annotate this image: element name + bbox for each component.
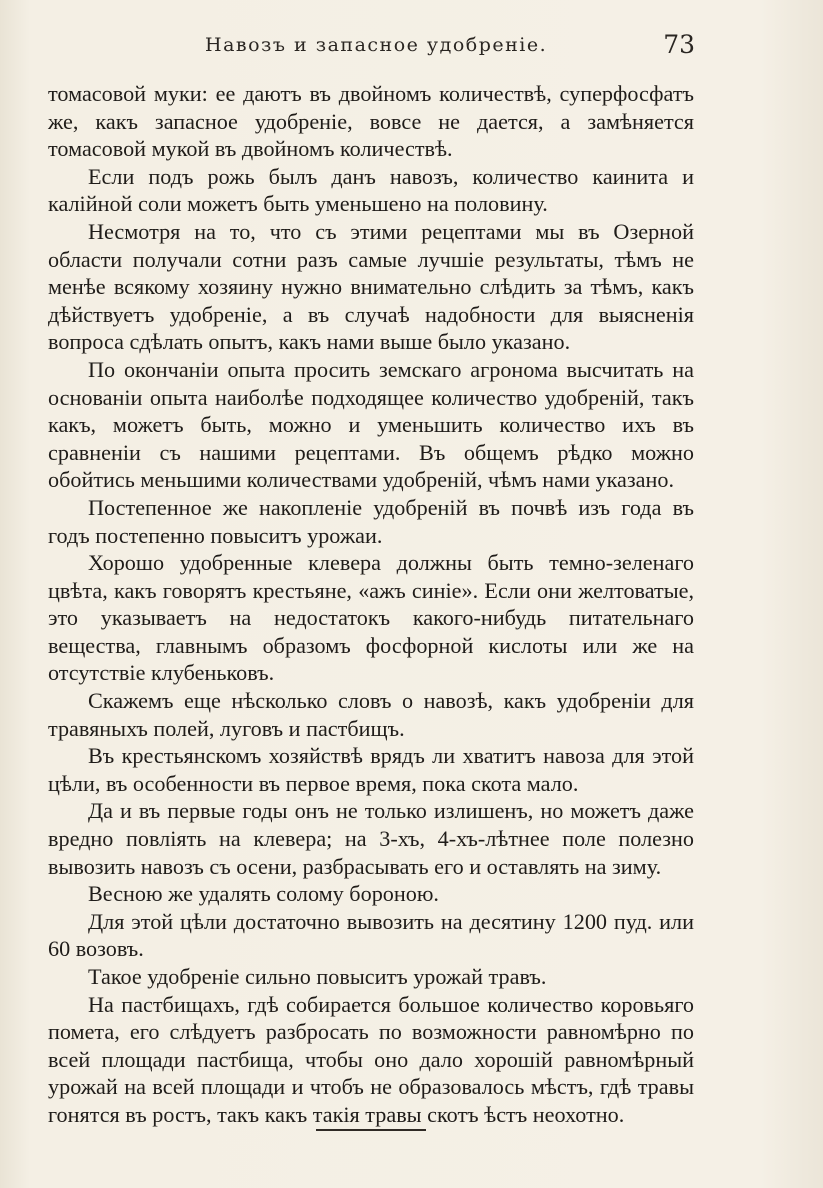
end-rule [316,1129,426,1131]
body-text [48,80,694,1129]
page-number: 73 [663,30,695,59]
paragraph-1: томасовой муки: ее даютъ въ двойномъ количествѣ, суперфосфатъ же, какъ запасное удобреніе, вовсе не дается, а замѣняется томасовой мукой въ двойномъ количествѣ. [48,81,694,162]
paragraph-11: Для этой цѣли достаточно вывозить на десятину 1200 пуд. или 60 возовъ. [48,908,694,962]
paragraph-12: Такое удобреніе сильно повыситъ урожай травъ. [88,964,547,989]
paragraph-4: По окончаніи опыта просить земскаго агронома высчитать на основаніи опыта наиболѣе подходящее количество удобреній, такъ какъ, можетъ быть, можно и уменьшить количество ихъ въ сравненіи съ нашими рецептами. Въ общемъ рѣдко можно обойтись меньшими количествами удобреній, чѣмъ нами указано. [48,356,694,493]
paragraph-2: Если подъ рожь былъ данъ навозъ, количество каинита и калійной соли можетъ быть уменьшено на половину. [48,163,694,217]
running-title: Навозъ и запасное удобреніе. [205,34,548,56]
paragraph-5: Постепенное же накопленіе удобреній въ почвѣ изъ года въ годъ постепенно повыситъ урожаи. [48,494,694,548]
paragraph-8: Въ крестьянскомъ хозяйствѣ врядъ ли хватитъ навоза для этой цѣли, въ особенности въ первое время, пока скота мало. [48,743,694,796]
paragraph-6: Хорошо удобренные клевера должны быть темно-зеленаго цвѣта, какъ говорятъ крестьяне, «ажъ синіе». Если они желтоватые, это указываетъ на недостатокъ какого-нибудь питательнаго вещества, главнымъ образомъ фосфорной кислоты или же на отсутствіе клубеньковъ. [48,550,694,686]
paragraph-3: Несмотря на то, что съ этими рецептами мы въ Озерной области получали сотни разъ самые лучшіе результаты, тѣмъ не менѣе всякому хозяину нужно внимательно слѣдить за тѣмъ, какъ дѣйствуетъ удобреніе, а въ случаѣ надобности для выясненія вопроса сдѣлать опытъ, какъ нами выше было указано. [48,218,694,355]
paragraph-13: На пастбищахъ, гдѣ собирается большое количество коровьяго помета, его слѣдуетъ разбросать по возможности равномѣрно по всей площади пастбища, чтобы оно дало хорошій равномѣрный урожай на всей площади и чтобъ не образовалось мѣстъ, гдѣ травы гонятся въ ростъ, такъ какъ такія травы скотъ ѣстъ неохотно. [48,991,694,1127]
paragraph-7: Скажемъ еще нѣсколько словъ о навозѣ, какъ удобреніи для травяныхъ полей, луговъ и пастбищъ. [48,688,694,741]
paragraph-9: Да и въ первые годы онъ не только излишенъ, но можетъ даже вредно повліять на клевера; на 3-хъ, 4-хъ-лѣтнее поле полезно вывозить навозъ съ осени, разбрасывать его и оставлять на зиму. [48,798,694,879]
paragraph-10: Весною же удалять солому бороною. [88,881,439,907]
